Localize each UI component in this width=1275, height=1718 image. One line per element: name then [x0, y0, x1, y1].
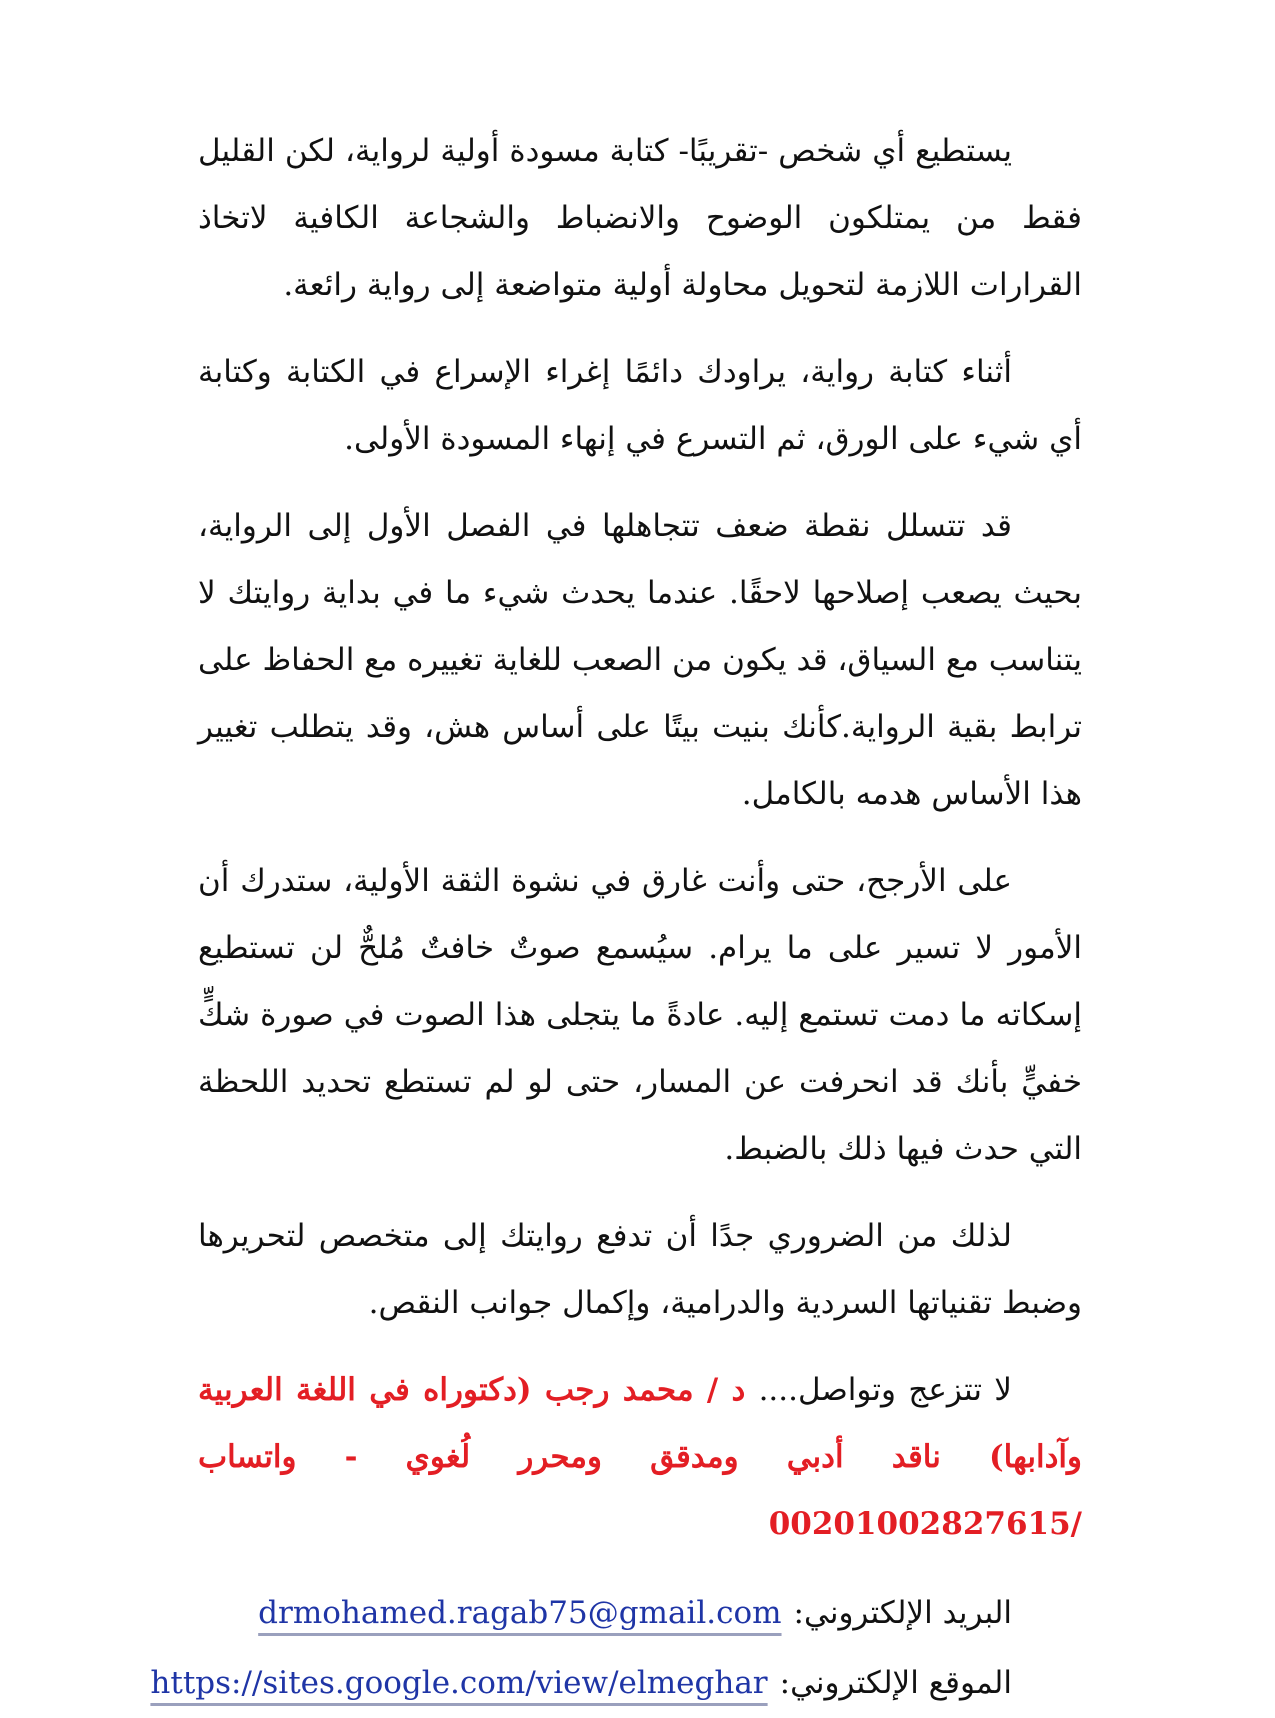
contact-intro: لا تتزعج وتواصل....	[758, 1372, 1012, 1408]
paragraph-4: على الأرجح، حتى وأنت غارق في نشوة الثقة الأولية، ستدرك أن الأمور لا تسير على ما يرام. سيُسمع صوتٌ خافتٌ مُلحٌّ لن تستطيع إسكاته ما دمت تستمع إليه. عادةً ما يتجلى هذا الصوت في صورة شكٍّ خفيٍّ بأنك قد انحرفت عن المسار، حتى لو لم تستطع تحديد اللحظة التي حدث فيها ذلك بالضبط.	[198, 863, 1082, 1167]
paragraph-1: يستطيع أي شخص -تقريبًا- كتابة مسودة أولية لرواية، لكن القليل فقط من يمتلكون الوضوح والانضباط والشجاعة الكافية لاتخاذ القرارات اللازمة لتحويل محاولة أولية متواضعة إلى رواية رائعة.	[198, 133, 1082, 303]
paragraph-5: لذلك من الضروري جدًا أن تدفع روايتك إلى متخصص لتحريرها وضبط تقنياتها السردية والدرامية، وإكمال جوانب النقص.	[198, 1218, 1082, 1321]
website-row	[150, 1648, 1082, 1718]
email-link[interactable]: drmohamed.ragab75@gmail.com	[258, 1595, 782, 1631]
document-page	[150, 118, 1082, 1718]
email-label: البريد الإلكتروني:	[793, 1595, 1012, 1631]
email-row	[198, 1578, 1082, 1648]
website-label: الموقع الإلكتروني:	[779, 1665, 1012, 1701]
paragraph-3: قد تتسلل نقطة ضعف تتجاهلها في الفصل الأول إلى الرواية، بحيث يصعب إصلاحها لاحقًا. عندما يحدث شيء ما في بداية روايتك لا يتناسب مع السياق، قد يكون من الصعب للغاية تغييره مع الحفاظ على ترابط بقية الرواية.كأنك بنيت بيتًا على أساس هش، وقد يتطلب تغيير هذا الأساس هدمه بالكامل.	[198, 508, 1082, 812]
author-details: د / محمد رجب (دكتوراه في اللغة العربية وآدابها) ناقد أدبي ومدقق ومحرر لُغوي - واتساب /00201002827615	[198, 1372, 1082, 1542]
contact-paragraph	[198, 1357, 1082, 1558]
website-link[interactable]: https://sites.google.com/view/elmeghar	[150, 1665, 768, 1701]
paragraph-2: أثناء كتابة رواية، يراودك دائمًا إغراء الإسراع في الكتابة وكتابة أي شيء على الورق، ثم التسرع في إنهاء المسودة الأولى.	[198, 354, 1082, 457]
